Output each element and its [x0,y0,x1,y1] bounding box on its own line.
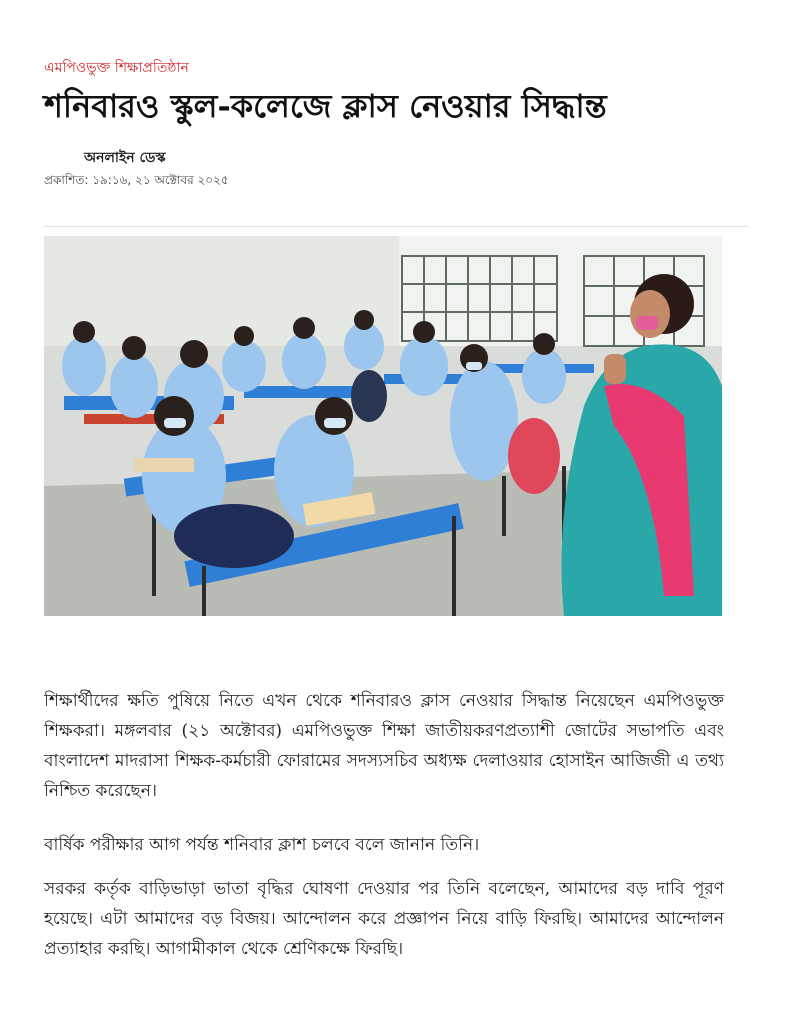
publish-date: প্রকাশিত: ১৯:১৬, ২১ অক্টোবর ২০২৫ [44,173,229,187]
headline: শনিবারও স্কুল-কলেজে ক্লাস নেওয়ার সিদ্ধান্ত [44,87,607,125]
article-photo [44,236,722,616]
classroom-photo-illustration [44,236,722,616]
divider [44,226,748,227]
paragraph: শিক্ষার্থীদের ক্ষতি পুষিয়ে নিতে এখন থেকে শনিবারও ক্লাস নেওয়ার সিদ্ধান্ত নিয়েছেন এমপিওভুক্ত শিক্ষকরা। মঙ্গলবার (২১ অক্টোবর) এমপিওভুক্ত শিক্ষা জাতীয়করণপ্রত্যাশী জোটের সভাপতি এবং বাংলাদেশ মাদরাসা শিক্ষক-কর্মচারী ফোরামের সদস্যসচিব অধ্যক্ষ দেলাওয়ার হোসাইন আজিজী এ তথ্য নিশ্চিত করেছেন। [44,691,724,801]
paragraph: বার্ষিক পরীক্ষার আগ পর্যন্ত শনিবার ক্লাশ চলবে বলে জানান তিনি। [44,835,480,855]
category-link[interactable]: এমপিওভুক্ত শিক্ষাপ্রতিষ্ঠান [44,60,189,76]
article-body [44,686,724,964]
byline[interactable]: অনলাইন ডেস্ক [84,150,166,166]
paragraph: সরকর কর্তৃক বাড়িভাড়া ভাতা বৃদ্ধির ঘোষণা দেওয়ার পর তিনি বলেছেন, আমাদের বড় দাবি পূরণ হয়েছে। এটা আমাদের বড় বিজয়। আন্দোলন করে প্রজ্ঞাপন নিয়ে বাড়ি ফিরছি। আমাদের আন্দোলন প্রত্যাহার করছি। আগামীকাল থেকে শ্রেণিকক্ষে ফিরছি। [44,879,724,959]
